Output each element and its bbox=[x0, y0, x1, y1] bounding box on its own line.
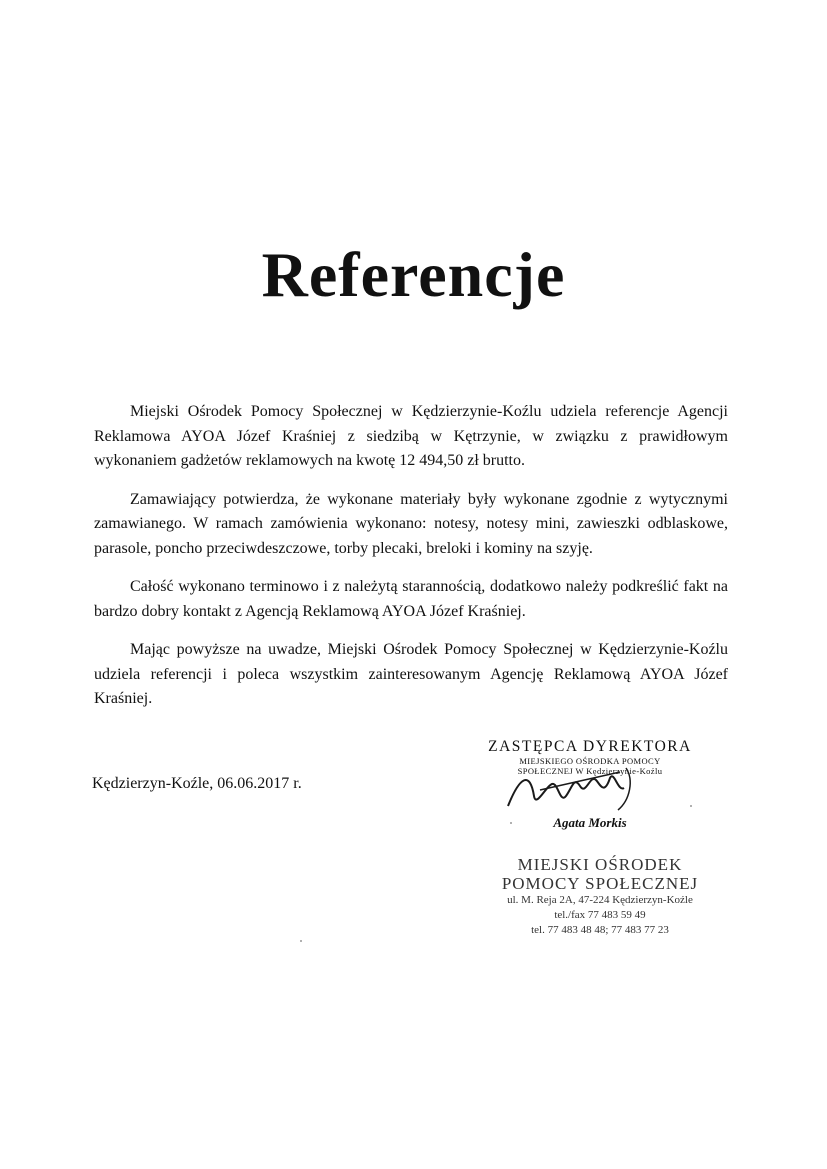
institution-stamp bbox=[470, 855, 730, 938]
stamp-line-1: MIEJSKI OŚRODEK bbox=[517, 855, 683, 874]
signature-org-line-2: SPOŁECZNEJ W Kędzierzynie-Koźlu bbox=[517, 766, 663, 776]
stamp-line-2: POMOCY SPOŁECZNEJ bbox=[501, 874, 699, 893]
stamp-address: ul. M. Reja 2A, 47-224 Kędzierzyn-Koźle bbox=[507, 894, 693, 906]
handwritten-signature bbox=[500, 766, 650, 816]
document-body bbox=[94, 400, 728, 726]
scan-speck bbox=[300, 940, 302, 942]
scan-speck bbox=[690, 805, 692, 807]
paragraph-4: Mając powyższe na uwadze, Miejski Ośrodek Pomocy Społecznej w Kędzierzynie-Koźlu udziela referencji i poleca wszystkim zainteresowanym Agencję Reklamową AYOA Józef Kraśniej. bbox=[94, 641, 728, 707]
paragraph-2: Zamawiający potwierdza, że wykonane materiały były wykonane zgodnie z wytycznymi zamawianego. W ramach zamówienia wykonano: notesy, notesy mini, zawieszki odblaskowe, parasole, poncho przeciwdeszczowe, torby plecaki, breloki i kominy na szyję. bbox=[94, 490, 728, 557]
scan-speck bbox=[510, 822, 512, 824]
stamp-telfax: tel./fax 77 483 59 49 bbox=[554, 909, 646, 921]
document-title: Referencje bbox=[261, 239, 566, 310]
place-date: Kędzierzyn-Koźle, 06.06.2017 r. bbox=[92, 775, 302, 792]
signature-block bbox=[460, 738, 720, 830]
signature-position: ZASTĘPCA DYREKTORA bbox=[488, 738, 692, 755]
paragraph-3: Całość wykonano terminowo i z należytą starannością, dodatkowo należy podkreślić fakt na bardzo dobry kontakt z Agencją Reklamową AYOA Józef Kraśniej. bbox=[94, 578, 728, 620]
signature-name: Agata Morkis bbox=[553, 815, 627, 830]
paragraph-1: Miejski Ośrodek Pomocy Społecznej w Kędzierzynie-Koźlu udziela referencje Agencji Reklamowa AYOA Józef Kraśniej z siedzibą w Kętrzynie, w związku z prawidłowym wykonaniem gadżetów reklamowych na kwotę 12 494,50 zł brutto. bbox=[94, 403, 728, 469]
signature-org-line-1: MIEJSKIEGO OŚRODKA POMOCY bbox=[519, 756, 661, 766]
stamp-tel: tel. 77 483 48 48; 77 483 77 23 bbox=[531, 924, 669, 936]
